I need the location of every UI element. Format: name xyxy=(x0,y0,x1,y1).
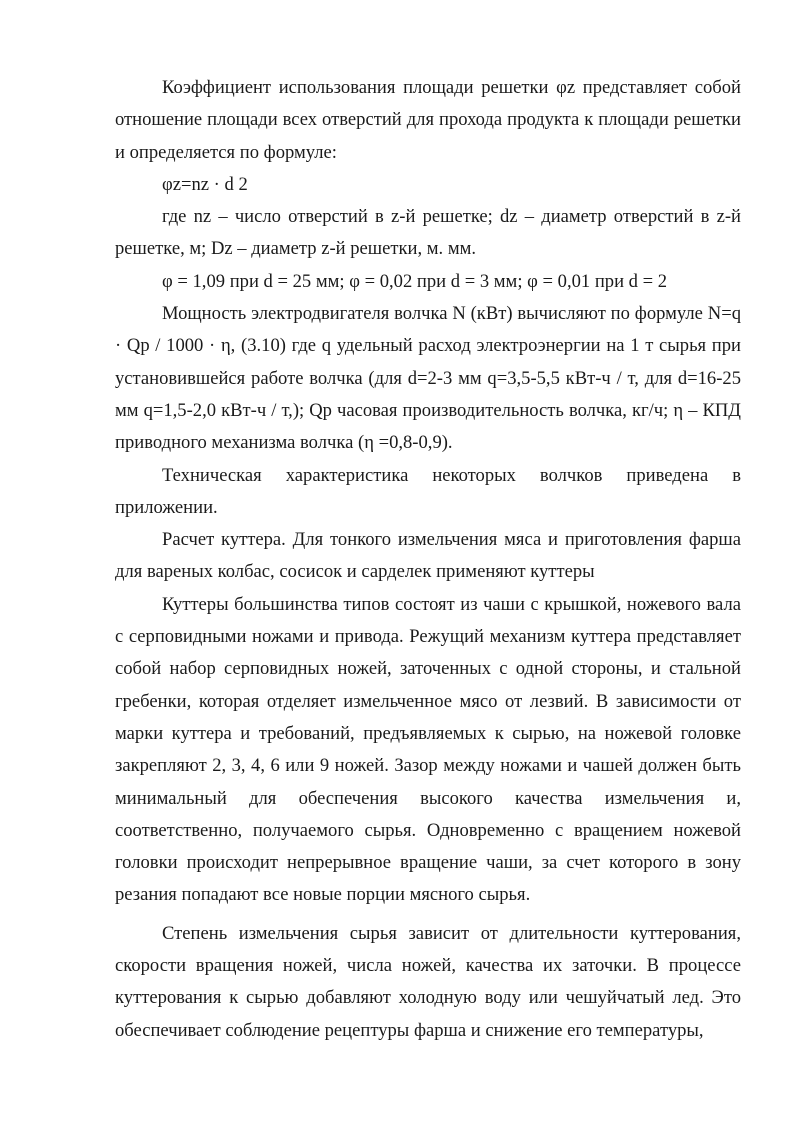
document-page xyxy=(115,72,741,1047)
formula-grid-coefficient: φz=nz · d 2 xyxy=(162,173,248,195)
paragraph-technical-characteristics: Техническая характеристика некоторых волчков приведена в приложении. xyxy=(115,464,741,518)
paragraph-formula-legend: где nz – число отверстий в z-й решетке; dz – диаметр отверстий в z-й решетке, м; Dz – диаметр z-й решетки, м. мм. xyxy=(115,206,741,260)
paragraph-coefficient-values: φ = 1,09 при d = 25 мм; φ = 0,02 при d = 3 мм; φ = 0,01 при d = 2 xyxy=(162,270,668,292)
paragraph-cutter-calculation: Расчет куттера. Для тонкого измельчения мяса и приготовления фарша для вареных колбас, сосисок и сарделек применяют куттеры xyxy=(115,529,741,583)
paragraph-motor-power: Мощность электродвигателя волчка N (кВт) вычисляют по формуле N=q · Qр / 1000 · η, (3.10) где q удельный расход электроэнергии на 1 т сырья при установившейся работе волчка (для d=2-3 мм q=3,5-5,5 кВт-ч / т, для d=16-25 мм q=1,5-2,0 кВт-ч / т,); Qр часовая производительность волчка, кг/ч; η – КПД приводного механизма волчка (η =0,8-0,9). xyxy=(115,303,741,454)
paragraph-grinding-degree: Степень измельчения сырья зависит от длительности куттерования, скорости вращения ножей, числа ножей, качества их заточки. В процессе куттерования к сырью добавляют холодную воду или чешуйчатый лед. Это обеспечивает соблюдение рецептуры фарша и снижение его температуры, xyxy=(115,922,741,1041)
paragraph-cutter-construction: Куттеры большинства типов состоят из чаши с крышкой, ножевого вала с серповидными ножами и привода. Режущий механизм куттера представляет собой набор серповидных ножей, заточенных с одной стороны, и стальной гребенки, которая отделяет измельченное мясо от лезвий. В зависимости от марки куттера и требований, предъявляемых к сырью, на ножевой головке закрепляют 2, 3, 4, 6 или 9 ножей. Зазор между ножами и чашей должен быть минимальный для обеспечения высокого качества измельчения и, соответственно, получаемого сырья. Одновременно с вращением ножевой головки происходит непрерывное вращение чаши, за счет которого в зону резания попадают все новые порции мясного сырья. xyxy=(115,593,741,906)
paragraph-grid-area-coefficient: Коэффициент использования площади решетки φz представляет собой отношение площади всех отверстий для прохода продукта к площади решетки и определяется по формуле: xyxy=(115,77,741,163)
